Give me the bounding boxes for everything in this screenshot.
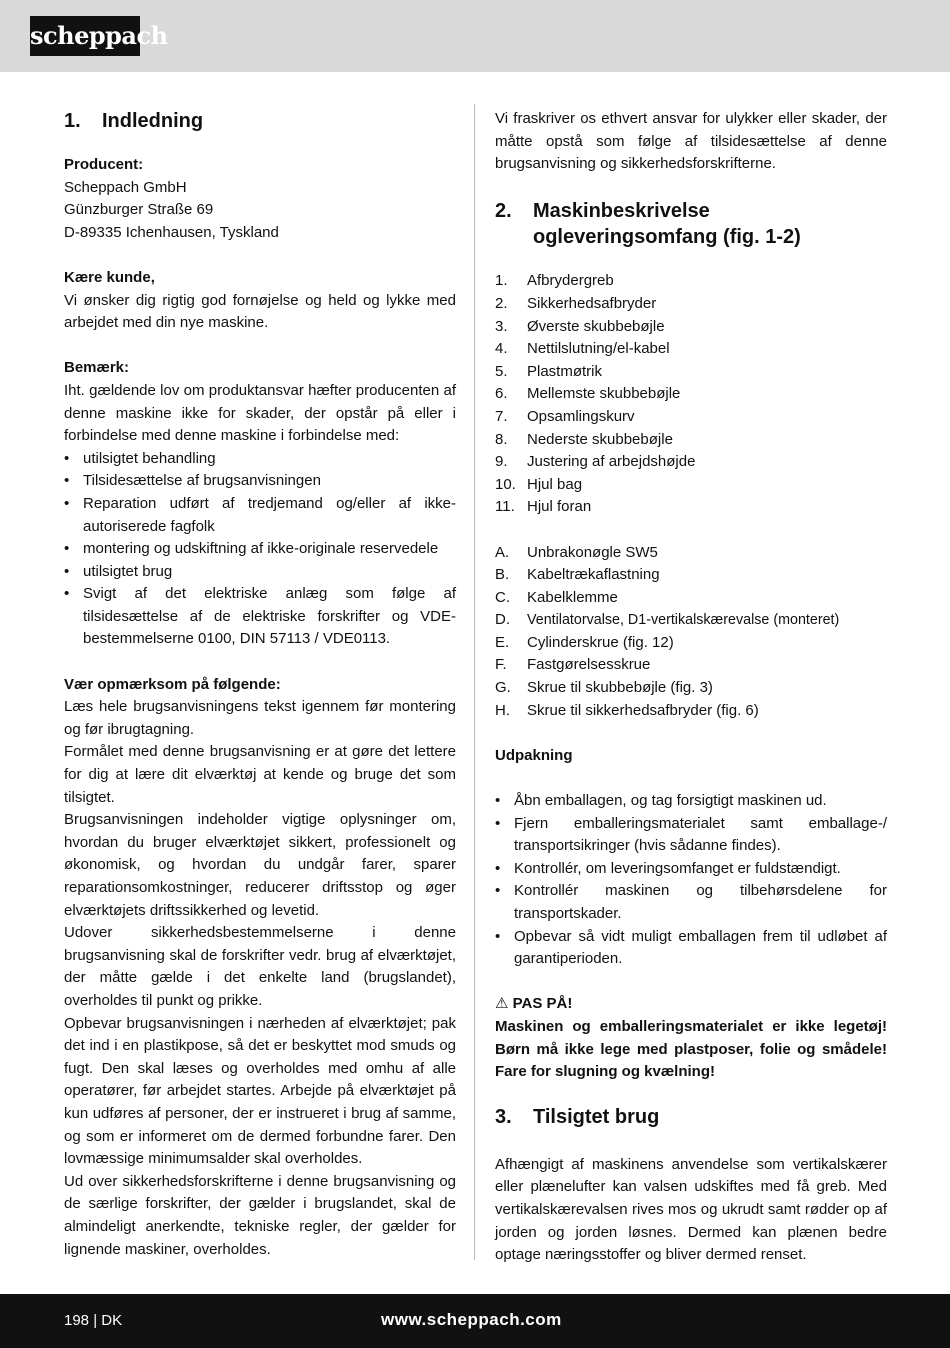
list-item: 6. Mellemste skubbebøjle xyxy=(495,385,681,403)
accessories-list xyxy=(495,542,887,723)
section-2-heading xyxy=(495,198,887,250)
attention-paragraph: Opbevar brugsanvisningen i nærheden af elværktøjet; pak det ind i en plastikpose, så det er beskyttet mod smuds og fugt. Den skal læses og overholdes med omhu af alle operatører, før arbejdet startes. Arbejde på elværktøjet på kun udføres af personer, der er instrueret i brug af samme, og som er informeret om de dermed forbundne farer. Den lovmæssige minimumsalder skal overholdes. xyxy=(64,1014,456,1168)
attention-paragraph: Udover sikkerhedsbestemmelserne i denne brugsanvisning skal de forskrifter vedr. brug af elværktøjet, der måtte gælde i det enkelte land (brugslandet), overholdes til punkt og prikke. xyxy=(64,924,456,1009)
section-title: Tilsigtet brug xyxy=(533,1105,660,1128)
list-item: • Kontrollér, om leveringsomfanget er fuldstændigt. xyxy=(495,858,887,881)
list-item: • Tilsidesættelse af brugsanvisningen xyxy=(64,470,456,493)
list-item: • Åbn emballagen, og tag forsigtigt maskinen ud. xyxy=(495,790,887,813)
list-item: C. Kabelklemme xyxy=(495,588,618,606)
attention-paragraph: Ud over sikkerhedsforskrifterne i denne brugsanvisning og de særlige forskrifter, der gælder i brugslandet, skal de almindeligt anerkendte, tekniske regler, der gælder for lignende maskiner, overholdes. xyxy=(64,1172,456,1258)
dear-customer-text: Vi ønsker dig rigtig god fornøjelse og held og lykke med arbejdet med din nye maskine. xyxy=(64,291,456,332)
section-3-heading xyxy=(495,1104,887,1130)
list-item: • Opbevar så vidt muligt emballagen frem til udløbet af garantiperioden. xyxy=(495,926,887,971)
list-item: • Kontrollér maskinen og tilbehørsdelene for transportskader. xyxy=(495,880,887,925)
section-title: Maskinbeskrivelse ogleveringsomfang (fig. 1-2) xyxy=(533,200,801,249)
unpacking-label: Udpakning xyxy=(495,746,573,764)
right-column xyxy=(495,108,887,1267)
attention-label: Vær opmærksom på følgende: xyxy=(64,675,281,693)
intended-use-text: Afhængigt af maskinens anvendelse som vertikalskærer eller plænelufter kan valsen udskiftes med få greb. Med vertikalskærevalsen rives mos og ukrudt samt rødder op af jorden og jorden løsnes. Dermed kan plænen bedre optage næringsstoffer og bliver dermed renset. xyxy=(495,1155,887,1264)
producer-line: Günzburger Straße 69 xyxy=(64,201,214,219)
disclaimer-text: Vi fraskriver os ethvert ansvar for ulykker eller skader, der måtte opstå som følge af tilsidesættelse af denne brugsanvisning og sikkerhedsforskrifterne. xyxy=(495,110,887,173)
attention-paragraph: Brugsanvisningen indeholder vigtige oplysninger om, hvordan du bruger elværktøjet sikkert, professionelt og økonomisk, og hvordan du undgår farer, sparer reparationsomkostninger, reducerer driftsstop og øger elværktøjets driftssikkerhed og levetid. xyxy=(64,811,456,919)
list-item: D. Ventilatorvalse, D1-vertikalskærevalse (monteret) xyxy=(495,611,840,629)
list-item: 9. Justering af arbejdshøjde xyxy=(495,453,696,471)
attention-paragraph: Læs hele brugsanvisningens tekst igennem før montering og før ibrugtagning. xyxy=(64,698,456,738)
list-item: • Fjern emballeringsmaterialet samt emballage-/ transportsikringer (hvis sådanne findes). xyxy=(495,813,887,858)
section-number: 3. xyxy=(495,1105,512,1128)
warning-heading xyxy=(495,993,887,1016)
list-item: • montering og udskiftning af ikke-originale reservedele xyxy=(64,538,456,561)
list-item: G. Skrue til skubbebøjle (fig. 3) xyxy=(495,679,713,697)
note-label: Bemærk: xyxy=(64,359,130,377)
page-header xyxy=(0,0,950,72)
website-link[interactable]: www.scheppach.com xyxy=(381,1310,562,1329)
page-footer xyxy=(0,1294,950,1348)
liability-list xyxy=(64,448,456,651)
note-text: Iht. gældende lov om produktansvar hæfter producenten af denne maskine ikke for skader, der opstår på eller i forbindelse med denne maskine i forbindelse med: xyxy=(64,381,456,445)
warning-label: PAS PÅ! xyxy=(512,995,573,1013)
list-item: 5. Plastmøtrik xyxy=(495,362,602,380)
language-code: DK xyxy=(101,1312,123,1329)
list-item: 8. Nederste skubbebøjle xyxy=(495,430,673,448)
warning-text: Maskinen og emballeringsmaterialet er ikke legetøj! Børn må ikke lege med plastposer, folie og smådele! Fare for slugning og kvælning! xyxy=(495,1017,887,1081)
list-item: 4. Nettilslutning/el-kabel xyxy=(495,340,670,358)
section-number: 2. xyxy=(495,200,512,223)
warning-triangle-icon: ⚠ xyxy=(495,995,509,1013)
page-indicator xyxy=(64,1310,122,1332)
producer-label: Producent: xyxy=(64,156,144,173)
list-item: 11. Hjul foran xyxy=(495,498,592,516)
list-item: H. Skrue til sikkerhedsafbryder (fig. 6) xyxy=(495,701,759,719)
section-1-heading xyxy=(64,108,456,134)
list-item: • Svigt af det elektriske anlæg som følge af tilsidesættelse af de elektriske forskrifter og VDE-bestemmelserne 0100, DIN 57113 / VDE0113. xyxy=(64,583,456,651)
list-item: 7. Opsamlingskurv xyxy=(495,407,635,425)
list-item: 10. Hjul bag xyxy=(495,475,583,493)
left-column xyxy=(64,108,456,1261)
page-separator: | xyxy=(93,1312,98,1329)
list-item: 1. Afbrydergreb xyxy=(495,272,614,290)
page-number: 198 xyxy=(64,1312,90,1329)
list-item: A. Unbrakonøgle SW5 xyxy=(495,543,658,561)
list-item: F. Fastgørelsesskrue xyxy=(495,656,651,674)
list-item: • utilsigtet brug xyxy=(64,561,456,584)
unpacking-list xyxy=(495,790,887,971)
list-item: 2. Sikkerhedsafbryder xyxy=(495,294,657,312)
producer-line: Scheppach GmbH xyxy=(64,178,187,196)
dear-customer-label: Kære kunde, xyxy=(64,268,155,286)
brand-logo: scheppach xyxy=(30,16,140,56)
list-item: • utilsigtet behandling xyxy=(64,448,456,471)
section-title: Indledning xyxy=(102,110,204,132)
producer-line: D-89335 Ichenhausen, Tyskland xyxy=(64,223,279,241)
attention-paragraph: Formålet med denne brugsanvisning er at gøre det lettere for dig at lære dit elværktøj at kende og bruge det som tilsigtet. xyxy=(64,743,456,806)
section-number: 1. xyxy=(64,110,81,132)
column-divider xyxy=(474,104,475,1260)
list-item: 3. Øverste skubbebøjle xyxy=(495,317,665,335)
list-item: • Reparation udført af tredjemand og/eller af ikke-autoriserede fagfolk xyxy=(64,493,456,538)
list-item: B. Kabeltrækaflastning xyxy=(495,566,660,584)
list-item: E. Cylinderskrue (fig. 12) xyxy=(495,633,674,651)
parts-list xyxy=(495,270,887,519)
